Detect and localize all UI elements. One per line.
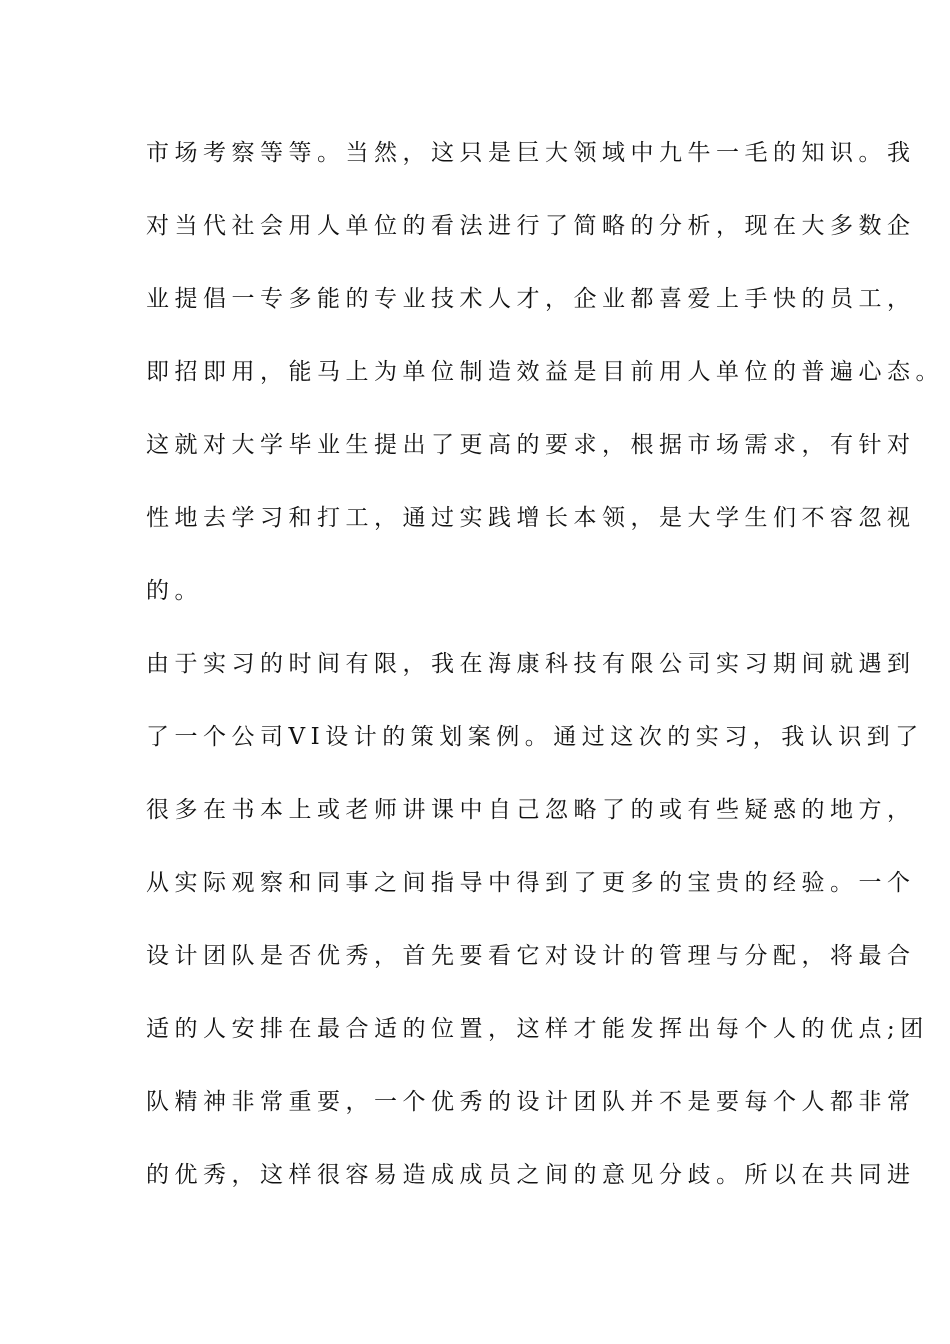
text-line: 适的人安排在最合适的位置，这样才能发挥出每个人的优点;团 bbox=[146, 1016, 929, 1042]
text-line: 即招即用，能马上为单位制造效益是目前用人单位的普遍心态。 bbox=[146, 359, 944, 385]
text-line: 业提倡一专多能的专业技术人才，企业都喜爱上手快的员工， bbox=[146, 286, 916, 312]
text-line: 的优秀，这样很容易造成成员之间的意见分歧。所以在共同进 bbox=[146, 1162, 916, 1188]
text-line: 了一个公司VI设计的策划案例。通过这次的实习，我认识到了 bbox=[146, 724, 924, 750]
text-line: 市场考察等等。当然，这只是巨大领域中九牛一毛的知识。我 bbox=[146, 140, 916, 166]
text-line: 性地去学习和打工，通过实践增长本领，是大学生们不容忽视 bbox=[146, 505, 916, 531]
text-line: 由于实习的时间有限，我在海康科技有限公司实习期间就遇到 bbox=[146, 651, 916, 677]
text-line: 设计团队是否优秀，首先要看它对设计的管理与分配，将最合 bbox=[146, 943, 916, 969]
text-line: 很多在书本上或老师讲课中自己忽略了的或有些疑惑的地方， bbox=[146, 797, 916, 823]
text-line: 的。 bbox=[146, 578, 203, 604]
text-line: 队精神非常重要，一个优秀的设计团队并不是要每个人都非常 bbox=[146, 1089, 916, 1115]
text-line: 这就对大学毕业生提出了更高的要求，根据市场需求，有针对 bbox=[146, 432, 916, 458]
text-line: 从实际观察和同事之间指导中得到了更多的宝贵的经验。一个 bbox=[146, 870, 916, 896]
text-line: 对当代社会用人单位的看法进行了简略的分析，现在大多数企 bbox=[146, 213, 916, 239]
